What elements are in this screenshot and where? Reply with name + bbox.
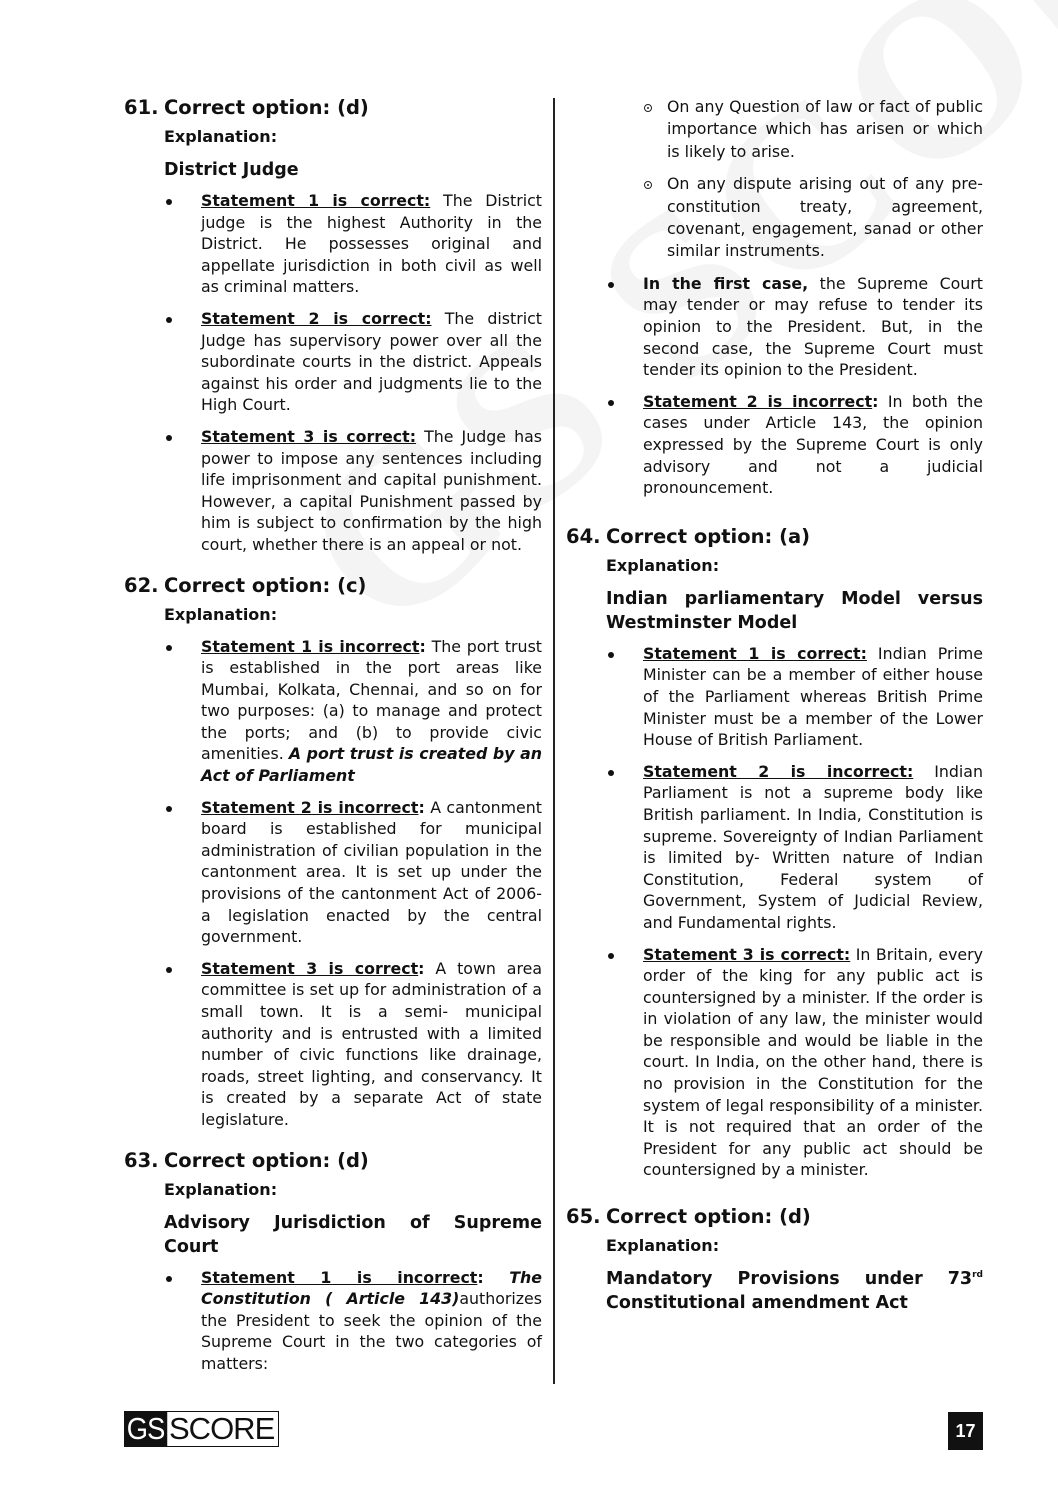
sub-bullet-text: On any Question of law or fact of public importance which has arisen or which is likely to arise. <box>667 97 983 161</box>
list-item <box>642 173 983 263</box>
question-heading <box>124 572 542 600</box>
bullet-icon <box>166 199 172 205</box>
bullet-icon <box>166 317 172 323</box>
colon: : <box>418 797 425 817</box>
statement-lead: Statement 1 is correct: <box>201 191 431 210</box>
statement-lead: Statement 2 is incorrect <box>643 391 873 411</box>
subheading: District Judge <box>164 160 299 180</box>
statement-lead: Statement 2 is incorrect <box>201 797 419 817</box>
list-item <box>606 643 983 751</box>
statement-text: In Britain, every order of the king for any public act is countersigned by a minister. If the order is in violation of any law, the minister would be responsible and would be liable in the court. In India, on the other hand, there is no provision in the Constitution for the system of legal responsibility of a minister. It is not required that an order of the President for any public act should be countersigned by a minister. <box>643 944 983 1180</box>
correct-option: Correct option: (c) <box>164 573 367 597</box>
circle-bullet-icon <box>644 181 652 189</box>
statement-lead: In the first case, <box>643 273 809 293</box>
ordinal-suffix: rd <box>972 1270 983 1281</box>
bullet-icon <box>166 1276 172 1282</box>
bullet-icon <box>608 400 614 406</box>
list-item <box>164 797 542 948</box>
list-item <box>164 426 542 556</box>
bullet-list <box>164 1267 542 1375</box>
statement-lead: Statement 2 is correct: <box>201 308 432 328</box>
correct-option: Correct option: (d) <box>164 96 369 119</box>
list-item <box>164 1267 542 1375</box>
explanation-label: Explanation: <box>164 604 278 624</box>
statement-text: A cantonment board is established for municipal administration of civilian population in the cantonment area. It is set up under the provisions of the cantonment Act of 2006- a legislation enacted by the central government. <box>201 797 542 947</box>
colon: : <box>418 958 425 978</box>
correct-option: Correct option: (d) <box>164 1148 369 1172</box>
correct-option: Correct option: (d) <box>606 1205 811 1229</box>
subheading: Indian parliamentary Model versus Westminster Model <box>606 588 983 633</box>
statement-text: In both the cases under Article 143, the opinion expressed by the Supreme Court is only advisory and not a judicial pronouncement. <box>643 391 983 498</box>
question-number: 65. <box>566 1205 601 1229</box>
statement-lead: Statement 1 is correct: <box>643 643 867 663</box>
left-column <box>124 94 542 1391</box>
subheading-text: Mandatory Provisions under 73 <box>606 1269 973 1290</box>
question-number: 63. <box>124 1148 159 1172</box>
colon: : <box>872 391 879 411</box>
statement-text: A town area committee is set up for administration of a small town. It is a semi- municipal authority and is entrusted with a limited number of civic functions like drainage, roads, street lighting, and conservancy. It is created by a separate Act of state legislature. <box>201 958 542 1129</box>
correct-option: Correct option: (a) <box>606 524 811 548</box>
question-61 <box>124 94 542 556</box>
list-item <box>606 944 983 1182</box>
page-number: 17 <box>948 1412 983 1450</box>
bullet-icon <box>608 953 614 959</box>
question-63 <box>124 1147 542 1375</box>
question-64 <box>566 523 983 1181</box>
statement-text: The Judge has power to impose any sentences including life imprisonment and capital punishment. However, a capital Punishment passed by him is subject to confirmation by the high court, whether there is an appeal or not. <box>201 426 542 554</box>
statement-text: Indian Prime Minister can be a member of either house of the Parliament whereas British Prime Minister must be a member of the Lower House of British Parliament. <box>643 643 983 750</box>
emphasis-text: The Constitution ( Article 143) <box>201 1267 542 1309</box>
right-column <box>566 96 983 1331</box>
bullet-icon <box>608 652 614 658</box>
emphasis-text: A port trust is created by an Act of Parliament <box>201 744 542 786</box>
colon: : <box>477 1267 484 1287</box>
list-item <box>606 273 983 381</box>
list-item <box>606 391 983 499</box>
bullet-icon <box>608 770 614 776</box>
bullet-list <box>606 273 983 499</box>
question-number: 62. <box>124 573 159 597</box>
colon: : <box>419 636 426 656</box>
statement-text: The port trust is established in the port areas like Mumbai, Kolkata, Chennai, and so on for two purposes: (a) to manage and protect the ports; and (b) to provide civic amenities. <box>201 636 542 764</box>
question-heading <box>124 1147 542 1175</box>
bullet-icon <box>166 645 172 651</box>
sub-bullet-list <box>642 96 983 263</box>
list-item <box>164 958 542 1131</box>
statement-lead: Statement 1 is incorrect <box>201 1267 478 1287</box>
bullet-list <box>164 636 542 1131</box>
statement-text: authorizes the President to seek the opinion of the Supreme Court in the two categories of matters: <box>201 1289 542 1373</box>
statement-lead: Statement 3 is correct: <box>201 426 417 446</box>
bullet-icon <box>166 435 172 441</box>
logo-score: SCORE <box>169 1412 278 1446</box>
subheading-text: Constitutional amendment Act <box>606 1293 908 1314</box>
column-divider <box>553 98 555 1384</box>
question-65 <box>566 1203 983 1315</box>
statement-lead: Statement 3 is correct: <box>643 944 851 964</box>
subheading <box>606 1267 983 1315</box>
bullet-list <box>164 190 542 556</box>
question-number: 61. <box>124 96 159 119</box>
circle-bullet-icon <box>644 104 652 112</box>
bullet-icon <box>608 282 614 288</box>
statement-lead: Statement 2 is incorrect: <box>643 761 914 781</box>
bullet-icon <box>166 806 172 812</box>
question-63-continued <box>566 96 983 499</box>
list-item <box>164 308 542 416</box>
sub-bullet-text: On any dispute arising out of any pre- constitution treaty, agreement, covenant, engagement, sanad or other similar instruments. <box>667 174 983 261</box>
logo-gs: GS <box>125 1412 167 1446</box>
explanation-label: Explanation: <box>164 127 278 146</box>
subheading: Advisory Jurisdiction of Supreme Court <box>164 1212 542 1257</box>
question-heading <box>566 523 983 551</box>
statement-text: The district Judge has supervisory power over all the subordinate courts in the district. Appeals against his order and judgments lie to the High Court. <box>201 308 542 415</box>
statement-lead: Statement 3 is correct <box>201 958 419 978</box>
bullet-icon <box>166 967 172 973</box>
bullet-list <box>606 643 983 1181</box>
list-item <box>606 761 983 934</box>
question-heading <box>566 1203 983 1231</box>
gs-score-logo <box>124 1411 279 1447</box>
explanation-label: Explanation: <box>164 1179 278 1199</box>
statement-text: the Supreme Court may tender or may refuse to tender its opinion to the President. But, in the second case, the Supreme Court must tender its opinion to the President. <box>643 273 983 380</box>
statement-text: The District judge is the highest Authority in the District. He possesses original and appellate jurisdiction in both civil as well as criminal matters. <box>201 191 542 297</box>
statement-lead: Statement 1 is incorrect <box>201 636 420 656</box>
question-62 <box>124 572 542 1131</box>
list-item <box>642 96 983 163</box>
explanation-label: Explanation: <box>606 1236 720 1256</box>
question-heading <box>124 94 542 122</box>
list-item <box>164 636 542 787</box>
list-item <box>164 190 542 298</box>
explanation-label: Explanation: <box>606 555 720 575</box>
question-number: 64. <box>566 524 601 548</box>
statement-text: Indian Parliament is not a supreme body like British parliament. In India, Constitution is supreme. Sovereignty of Indian Parliament is limited by- Written nature of Indian Constitution, Federal system of Government, System of Judicial Review, and Fundamental rights. <box>643 761 983 932</box>
